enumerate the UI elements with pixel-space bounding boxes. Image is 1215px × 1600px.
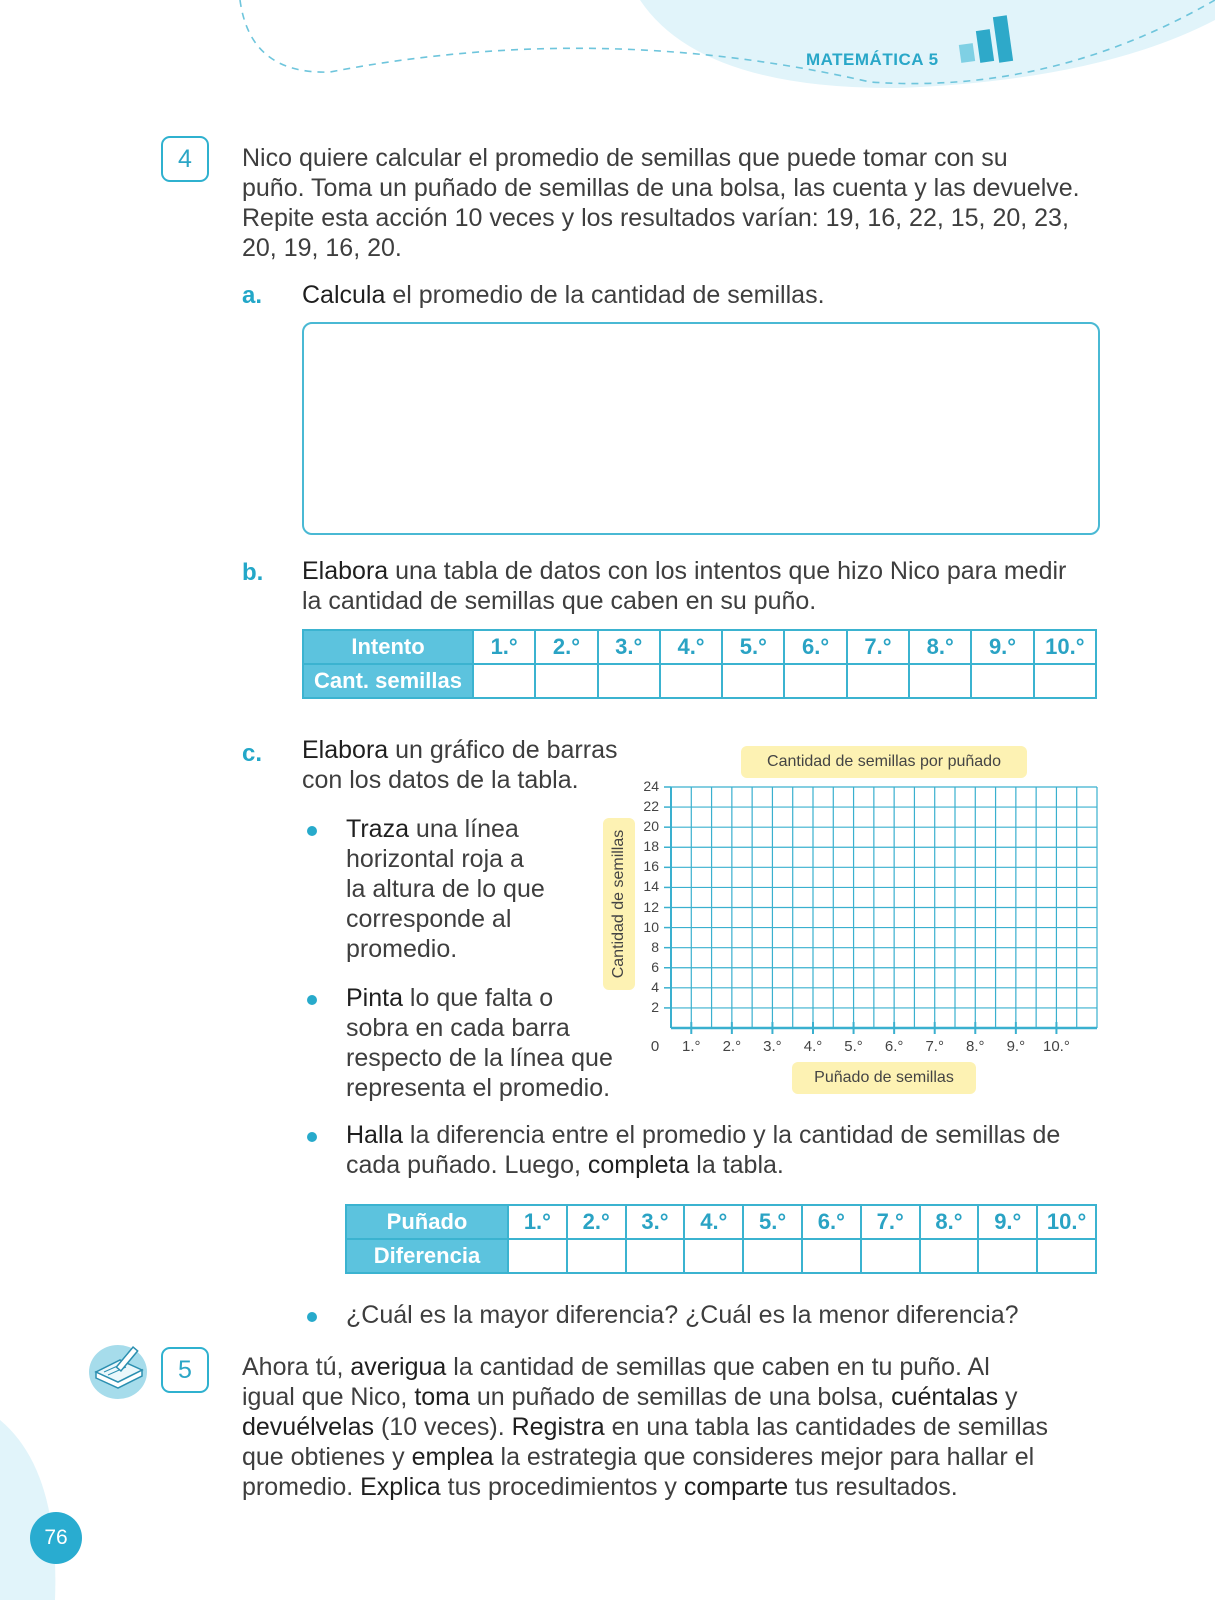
verb: Pinta [346, 984, 403, 1012]
column-header: 7.° [847, 630, 909, 664]
x-tick-label: 4.° [803, 1038, 823, 1055]
column-header: 8.° [920, 1205, 979, 1239]
text: cada puñado. Luego, [346, 1151, 588, 1179]
verb: completa [587, 1151, 690, 1179]
item-a-letter: a. [242, 282, 263, 309]
column-header: 7.° [861, 1205, 920, 1239]
table-cell[interactable] [743, 1239, 802, 1273]
row-header: Intento [303, 630, 473, 664]
text: que obtienes y [242, 1443, 412, 1471]
verb: Traza [346, 815, 409, 843]
y-tick-label: 6 [651, 958, 659, 975]
text: la cantidad de semillas que caben en tu puño. Al [446, 1353, 990, 1381]
verb: emplea [411, 1443, 494, 1471]
verb: cuéntalas [891, 1383, 999, 1411]
table-row [346, 1205, 1096, 1239]
table-cell[interactable] [784, 664, 846, 698]
table-row [346, 1239, 1096, 1273]
line [242, 1442, 1142, 1472]
bullet-icon [307, 1312, 317, 1322]
verb: Elabora [302, 557, 389, 585]
bullet-icon [307, 995, 317, 1005]
page-number: 76 [30, 1512, 82, 1564]
column-header: 3.° [626, 1205, 685, 1239]
statement-line: 20, 19, 16, 20. [242, 234, 402, 262]
column-header: 2.° [567, 1205, 626, 1239]
column-header: 6.° [802, 1205, 861, 1239]
verb: Registra [511, 1413, 605, 1441]
column-header: 2.° [535, 630, 597, 664]
exercise-4-statement [242, 143, 1142, 263]
y-tick-label: 12 [643, 898, 659, 915]
table-cell[interactable] [684, 1239, 743, 1273]
item-c-letter: c. [242, 740, 263, 767]
table-cell[interactable] [660, 664, 722, 698]
column-header: 1.° [508, 1205, 567, 1239]
table-cell[interactable] [971, 664, 1033, 698]
exercise-5-number: 5 [161, 1347, 209, 1393]
table-cell[interactable] [535, 664, 597, 698]
y-tick-label: 14 [643, 878, 659, 895]
column-header: 5.° [743, 1205, 802, 1239]
bullet-3-text [346, 1120, 1126, 1180]
line: horizontal roja a [346, 845, 524, 873]
table-row [303, 630, 1096, 664]
y-tick-label: 10 [643, 918, 659, 935]
x-tick-label: 9.° [1006, 1038, 1026, 1055]
line [242, 1412, 1142, 1442]
x-tick-label: 10.° [1042, 1038, 1070, 1055]
table-cell[interactable] [508, 1239, 567, 1273]
table-cell[interactable] [909, 664, 971, 698]
chart-ylabel-chip [603, 818, 635, 990]
verb: comparte [683, 1473, 789, 1501]
x-tick-label: 8.° [966, 1038, 985, 1055]
bullet-icon [307, 826, 317, 836]
x-tick-label: 7.° [925, 1038, 944, 1055]
y-tick-label: 24 [643, 778, 659, 794]
origin-label: 0 [650, 1038, 660, 1055]
verb: averigua [350, 1353, 447, 1381]
text: igual que Nico, [242, 1383, 415, 1411]
column-header: 8.° [909, 630, 971, 664]
item-c-text [302, 735, 632, 795]
text: lo que falta o [402, 984, 554, 1012]
text: tus procedimientos y [440, 1473, 684, 1501]
line [346, 814, 626, 844]
row-header: Puñado [346, 1205, 508, 1239]
diferencia-table [345, 1204, 1097, 1274]
text: tus resultados. [788, 1473, 958, 1501]
y-tick-label: 4 [651, 978, 659, 995]
text: un gráfico de barras [388, 736, 618, 764]
text: el promedio de la cantidad de semillas. [385, 281, 825, 309]
line: la cantidad de semillas que caben en su puño. [302, 587, 817, 615]
column-header: 3.° [598, 630, 660, 664]
column-header: 10.° [1037, 1205, 1096, 1239]
text: promedio. [242, 1473, 361, 1501]
table-cell[interactable] [1037, 1239, 1096, 1273]
verb: Halla [346, 1121, 403, 1149]
table-cell[interactable] [722, 664, 784, 698]
column-header: 9.° [971, 630, 1033, 664]
chart-ylabel: Cantidad de semillas [610, 829, 627, 979]
column-header: 4.° [684, 1205, 743, 1239]
text: la diferencia entre el promedio y la cantidad de semillas de [402, 1121, 1061, 1149]
column-header: 6.° [784, 630, 846, 664]
line [242, 1472, 1142, 1502]
y-tick-label: 2 [651, 998, 659, 1015]
y-tick-label: 22 [643, 798, 659, 815]
column-header: 5.° [722, 630, 784, 664]
table-cell[interactable] [598, 664, 660, 698]
bullet-1-text [346, 814, 626, 964]
x-tick-label: 5.° [844, 1038, 863, 1055]
exercise-4-number: 4 [161, 136, 209, 182]
chart-xlabel: Puñado de semillas [792, 1062, 976, 1094]
y-tick-label: 8 [651, 938, 659, 955]
text: y [998, 1383, 1018, 1411]
statement-line: Repite esta acción 10 veces y los resultados varían: 19, 16, 22, 15, 20, 23, [242, 204, 1069, 232]
line: con los datos de la tabla. [302, 766, 579, 794]
statement-line: puño. Toma un puñado de semillas de una bolsa, las cuenta y las devuelve. [242, 174, 1080, 202]
y-tick-label: 18 [643, 838, 659, 855]
line [346, 1120, 1126, 1150]
table-cell[interactable] [920, 1239, 979, 1273]
item-b-text [302, 556, 1122, 616]
table-cell[interactable] [847, 664, 909, 698]
text: la tabla. [689, 1151, 784, 1179]
text: la estrategia que consideres mejor para hallar el [493, 1443, 1035, 1471]
table-row [303, 664, 1096, 698]
x-tick-label: 1.° [682, 1038, 701, 1055]
text: una línea [408, 815, 519, 843]
line [242, 1352, 1142, 1382]
text: una tabla de datos con los intentos que hizo Nico para medir [388, 557, 1067, 585]
verb: toma [414, 1383, 470, 1411]
item-a-text [302, 280, 825, 310]
text: Ahora tú, [242, 1353, 351, 1381]
line: respecto de la línea que [346, 1044, 613, 1072]
verb: devuélvelas [242, 1413, 375, 1441]
table-cell[interactable] [473, 664, 535, 698]
x-tick-label: 2.° [722, 1038, 742, 1055]
exercise-5-statement [242, 1352, 1142, 1502]
y-tick-label: 16 [643, 858, 659, 875]
verb: Explica [360, 1473, 441, 1501]
x-tick-label: 3.° [763, 1038, 782, 1055]
text: un puñado de semillas de una bolsa, [469, 1383, 892, 1411]
text: (10 veces). [374, 1413, 512, 1441]
line [302, 556, 1122, 586]
line: sobra en cada barra [346, 1014, 570, 1042]
line: corresponde al [346, 905, 512, 933]
table-cell[interactable] [861, 1239, 920, 1273]
line [346, 983, 636, 1013]
bullet-4-text: ¿Cuál es la mayor diferencia? ¿Cuál es la menor diferencia? [346, 1301, 1019, 1329]
line: representa el promedio. [346, 1074, 611, 1102]
bar-logo-icon [958, 14, 1018, 66]
bullet-icon [307, 1132, 317, 1142]
line: promedio. [346, 935, 458, 963]
table-cell[interactable] [567, 1239, 626, 1273]
column-header: 4.° [660, 630, 722, 664]
row-header: Cant. semillas [303, 664, 473, 698]
notebook-pencil-icon [88, 1342, 154, 1400]
table-cell[interactable] [626, 1239, 685, 1273]
bullet-2-text [346, 983, 636, 1103]
table-cell[interactable] [1034, 664, 1096, 698]
statement-line: Nico quiere calcular el promedio de semillas que puede tomar con su [242, 144, 1008, 172]
column-header: 1.° [473, 630, 535, 664]
intento-table [302, 629, 1097, 699]
line [302, 735, 632, 765]
x-tick-label: 6.° [884, 1038, 904, 1055]
table-cell[interactable] [802, 1239, 861, 1273]
table-cell[interactable] [978, 1239, 1037, 1273]
y-tick-label: 20 [643, 818, 659, 835]
text: en una tabla las cantidades de semillas [604, 1413, 1049, 1441]
line: la altura de lo que [346, 875, 545, 903]
verb: Calcula [302, 281, 386, 309]
column-header: 9.° [978, 1205, 1037, 1239]
column-header: 10.° [1034, 630, 1096, 664]
answer-box-a[interactable] [302, 322, 1100, 535]
row-header: Diferencia [346, 1239, 508, 1273]
line [346, 1150, 1126, 1180]
line [242, 1382, 1142, 1412]
subject-header: MATEMÁTICA 5 [806, 50, 939, 69]
verb: Elabora [302, 736, 389, 764]
chart-title: Cantidad de semillas por puñado [741, 746, 1027, 778]
item-b-letter: b. [242, 559, 264, 586]
